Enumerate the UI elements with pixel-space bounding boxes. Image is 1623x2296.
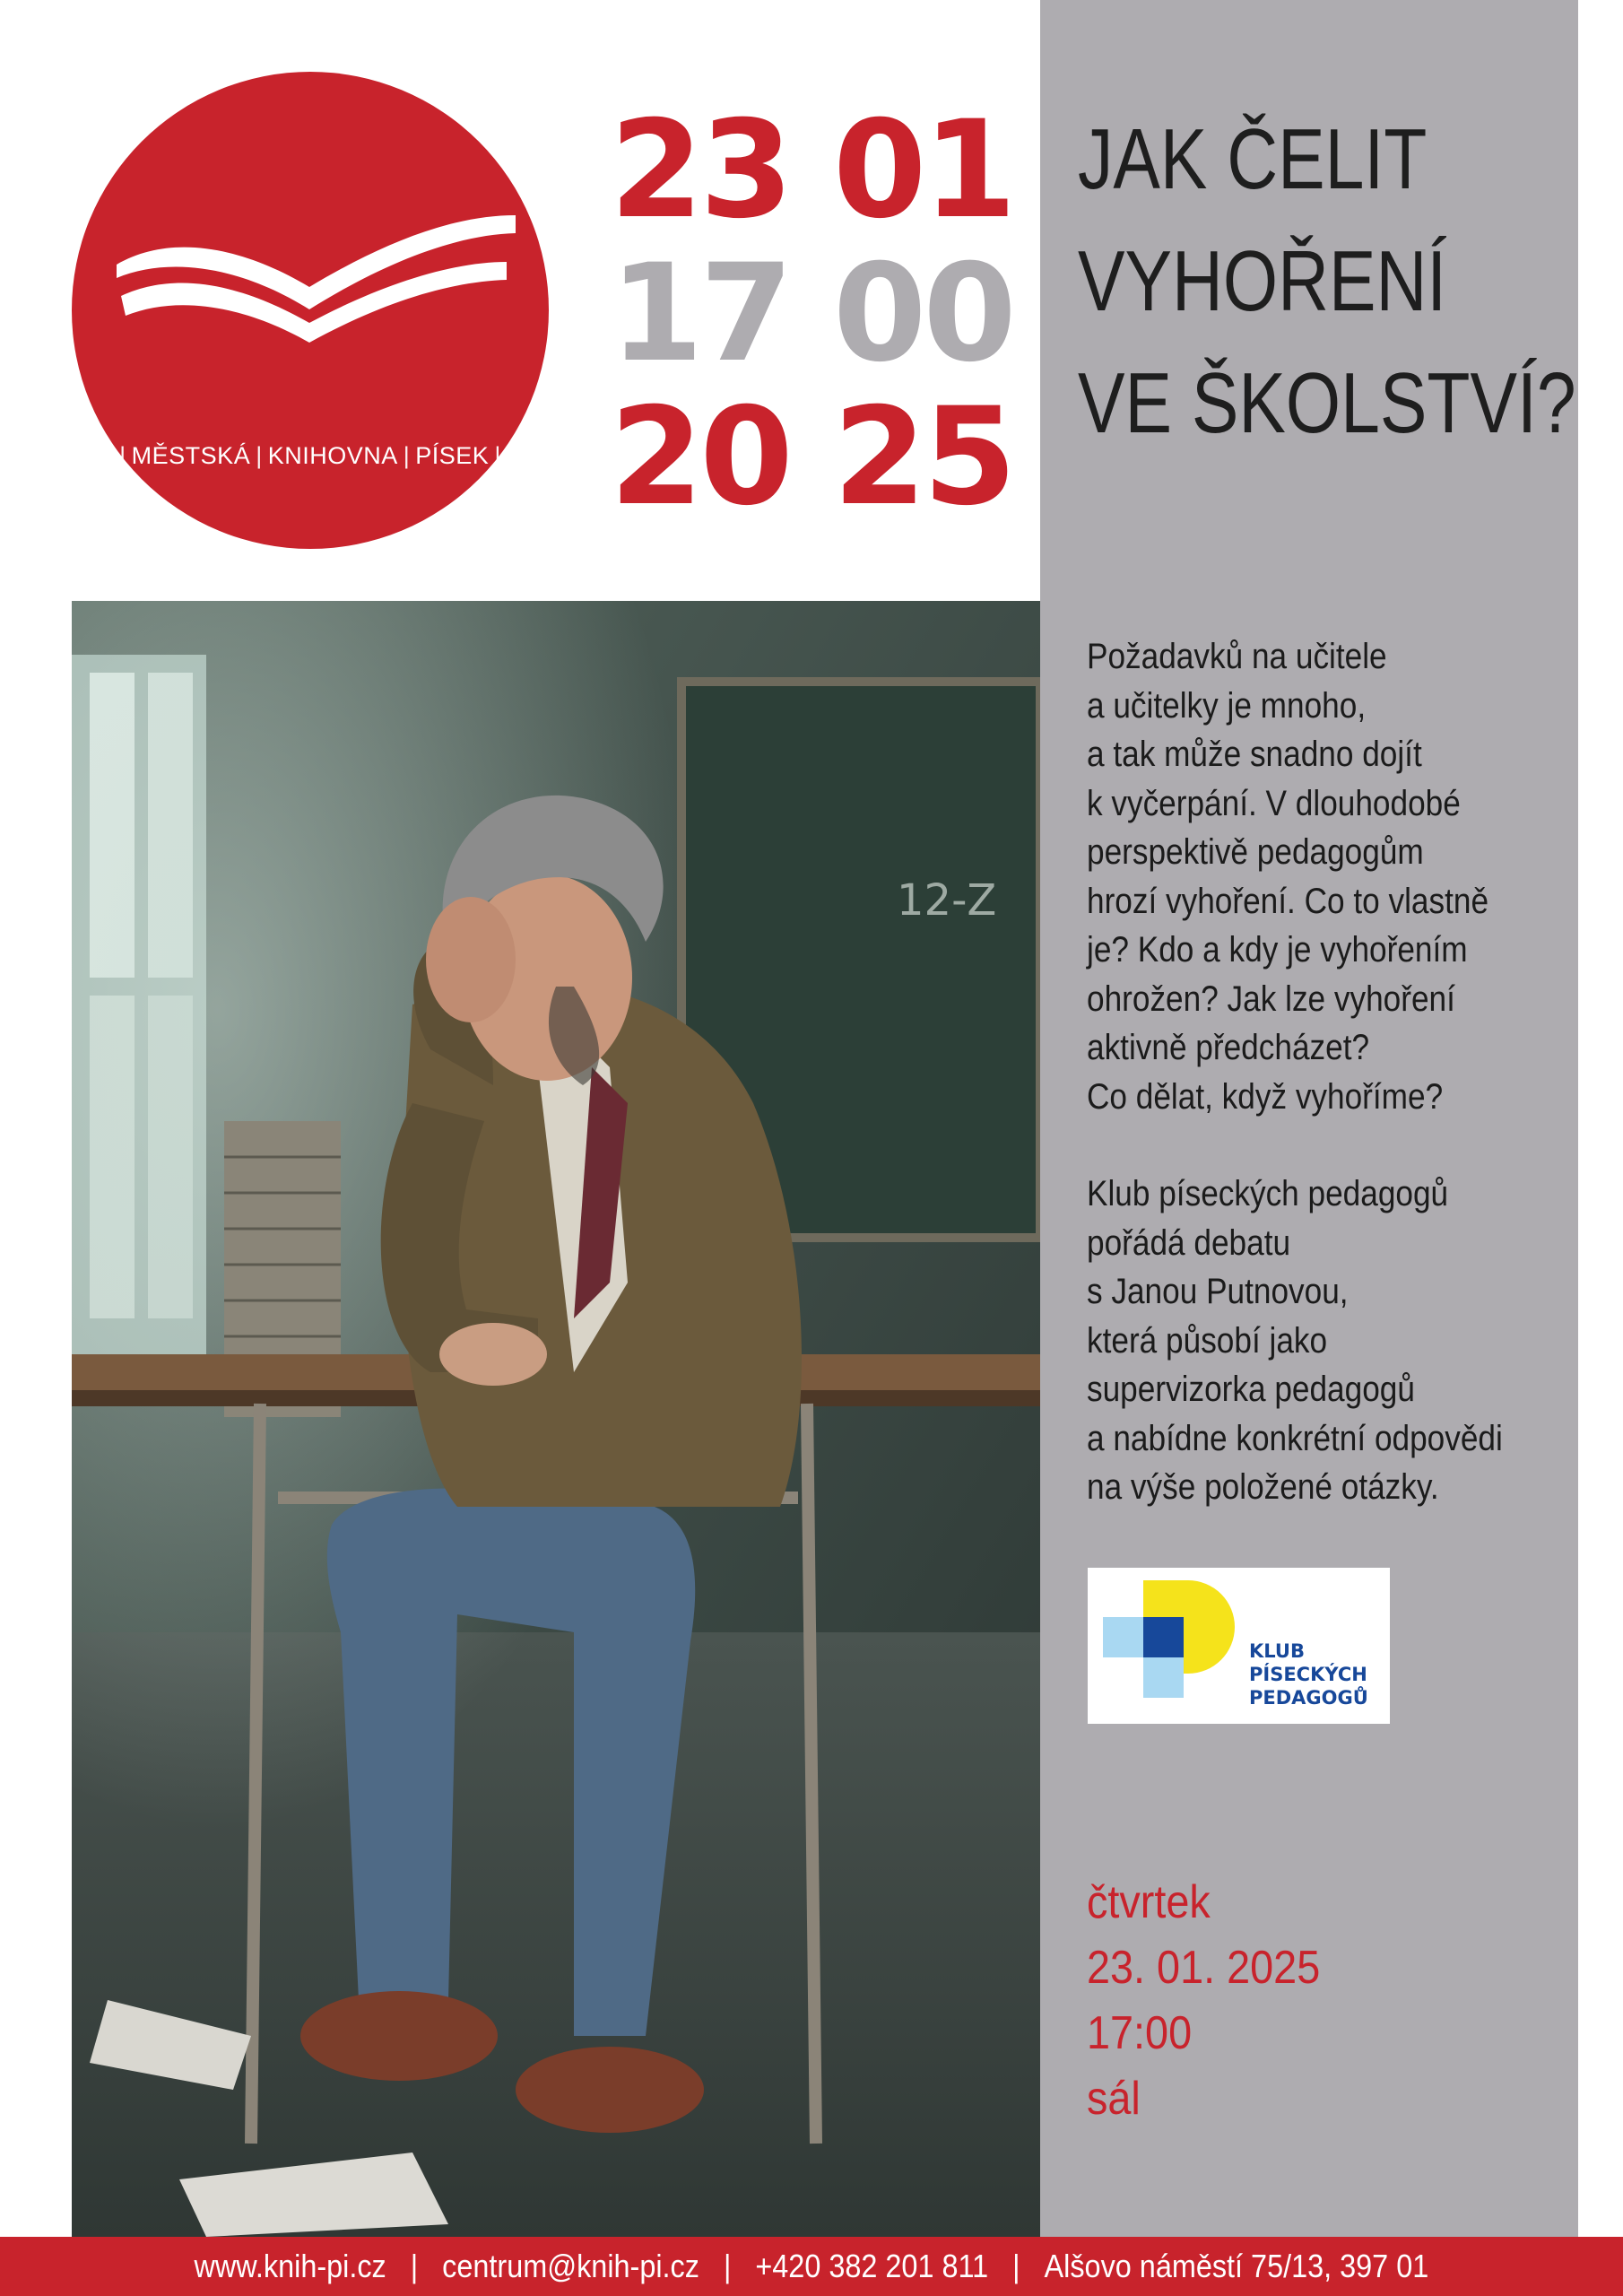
address: Alšovo náměstí 75/13, 397 01 <box>1044 2248 1429 2284</box>
description-line: aktivně předcházet? <box>1087 1028 1370 1067</box>
description-line: Požadavků na učitele <box>1087 637 1387 676</box>
club-name-line: PÍSECKÝCH <box>1249 1664 1367 1685</box>
event-date: 23. 01. 2025 <box>1087 1942 1321 1994</box>
footer-separator: | <box>410 2248 419 2284</box>
description-line: k vyčerpání. V dlouhodobé <box>1087 783 1461 823</box>
event-day: čtvrtek <box>1087 1876 1211 1928</box>
library-name-part: MĚSTSKÁ <box>131 442 251 469</box>
event-place: sál <box>1087 2073 1141 2125</box>
headline <box>1078 99 1576 465</box>
description-line: je? Kdo a kdy je vyhořením <box>1087 930 1468 970</box>
library-logo <box>72 72 549 549</box>
description-line: perspektivě pedagogům <box>1087 832 1424 872</box>
description-line: Co dělat, když vyhoříme? <box>1087 1076 1444 1117</box>
headline-line: JAK ČELIT <box>1078 111 1428 207</box>
description-line: a tak může snadno dojít <box>1087 735 1422 774</box>
open-book-icon <box>108 206 520 350</box>
email-link[interactable]: centrum@knih-pi.cz <box>442 2248 700 2284</box>
svg-text:12-Z: 12-Z <box>897 875 997 926</box>
description-line: a učitelky je mnoho, <box>1087 685 1367 726</box>
burnout-teacher-image <box>72 601 1040 2237</box>
description-line: s Janou Putnovou, <box>1087 1272 1349 1311</box>
website-link[interactable]: www.knih-pi.cz <box>194 2248 386 2284</box>
description-line: hrozí vyhoření. Co to vlastně <box>1087 881 1489 921</box>
club-logo <box>1088 1568 1390 1724</box>
description-line: Klub píseckých pedagogů <box>1087 1174 1449 1213</box>
description-line: která působí jako <box>1087 1320 1328 1361</box>
teacher-illustration <box>72 601 1040 2237</box>
club-name <box>1249 1639 1368 1709</box>
date-time: 17 00 <box>610 236 1013 392</box>
club-name-line: KLUB <box>1249 1640 1305 1662</box>
right-margin <box>1578 601 1623 2237</box>
library-name: | MĚSTSKÁ | KNIHOVNA | PÍSEK | <box>119 442 501 469</box>
description-line: a nabídne konkrétní odpovědi <box>1087 1418 1503 1458</box>
library-name-part: KNIHOVNA <box>267 442 398 469</box>
date-year: 20 25 <box>610 379 1013 535</box>
headline-line: VYHOŘENÍ <box>1078 233 1447 329</box>
date-block <box>610 92 1013 535</box>
footer-separator: | <box>724 2248 732 2284</box>
event-details <box>1087 1870 1523 2132</box>
footer <box>0 2237 1623 2296</box>
description-line: ohrožen? Jak lze vyhoření <box>1087 978 1455 1019</box>
description-line: na výše položené otázky. <box>1087 1467 1439 1507</box>
club-name-line: PEDAGOGŮ <box>1249 1687 1368 1709</box>
library-name-part: PÍSEK <box>415 442 490 469</box>
footer-separator: | <box>1012 2248 1020 2284</box>
headline-line: VE ŠKOLSTVÍ? <box>1078 355 1576 451</box>
date-day-month: 23 01 <box>610 92 1013 248</box>
description-line: supervizorka pedagogů <box>1087 1370 1415 1409</box>
phone-number: +420 382 201 811 <box>755 2248 989 2284</box>
description <box>1087 632 1529 1512</box>
event-time: 17:00 <box>1087 2007 1193 2059</box>
description-line: pořádá debatu <box>1087 1222 1291 1263</box>
